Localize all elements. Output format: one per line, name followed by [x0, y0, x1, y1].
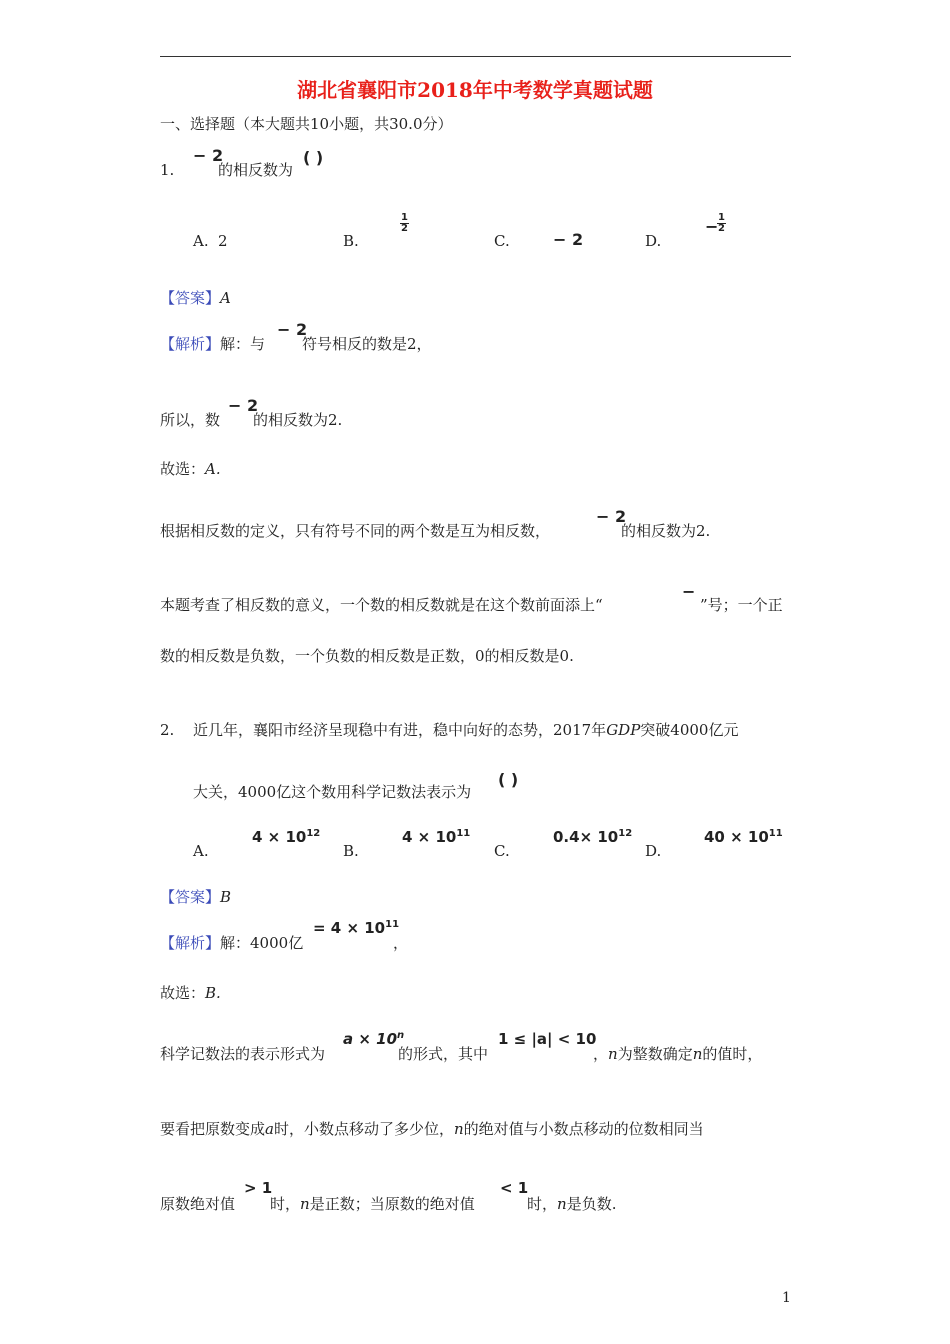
- q2-choose-value: B.: [205, 984, 221, 1002]
- q2-option-a-base: 4 × 10: [252, 828, 307, 846]
- q2-analysis-tag: 【解析】: [160, 934, 221, 952]
- q2-l3-b: 时，: [270, 1195, 301, 1213]
- q1-line4-a: 根据相反数的定义，只有符号不同的两个数是互为相反数，: [160, 522, 551, 540]
- q2-option-a-exp: 12: [306, 828, 321, 839]
- q2-stem-line1: [193, 720, 738, 740]
- q1-line2-b: 的相反数为2.: [253, 411, 343, 429]
- q2-l3-math2: < 1: [500, 1179, 529, 1197]
- q2-l1-d: 为整数: [617, 1045, 663, 1063]
- q1-analysis: [160, 334, 265, 354]
- q1-option-b-numerator: 1: [401, 212, 408, 223]
- q2-l2-c: 的绝对值与小数点移动的位数相同: [463, 1120, 689, 1138]
- q2-option-c-base: 0.4× 10: [553, 828, 619, 846]
- q2-option-a-value: [252, 828, 320, 846]
- q1-answer-tag: 【答案】: [160, 289, 221, 307]
- q2-l2-n: n: [453, 1120, 464, 1138]
- q1-analysis-tag: 【解析】: [160, 335, 221, 353]
- q2-choose: [160, 983, 221, 1003]
- q2-option-c-value: [553, 828, 632, 846]
- q2-choose-label: 故选：: [160, 984, 206, 1002]
- q2-l3-mid: [270, 1194, 475, 1214]
- q1-analysis-text-a: 解：与: [220, 335, 266, 353]
- q2-option-c-exp: 12: [618, 828, 633, 839]
- q2-l1-math-base: a × 10: [343, 1030, 398, 1048]
- q2-l1-a: 科学记数法的表示形式为: [160, 1045, 326, 1063]
- q1-stem: 的相反数为: [218, 161, 294, 179]
- q2-option-c-letter: C.: [494, 842, 510, 860]
- page-title: 湖北省襄阳市2018年中考数学真题试题: [297, 78, 653, 102]
- q2-l3-d: 时，: [527, 1195, 558, 1213]
- q2-l2-b: 时，小数点移动了多少位，: [273, 1120, 454, 1138]
- q1-answer: [160, 288, 231, 308]
- q1-line6: 数的相反数是负数，一个负数的相反数是正数，0的相反数是0.: [160, 647, 574, 665]
- page-number: 1: [782, 1290, 791, 1306]
- q2-l2-d: 当: [688, 1120, 704, 1138]
- q1-choose: [160, 459, 221, 479]
- q2-l1-b: 的形式，其中: [398, 1045, 489, 1063]
- q1-choose-value: A.: [205, 460, 221, 478]
- q1-analysis-text-b: 符号相反的数是2，: [302, 335, 432, 353]
- q2-stem-a: 近几年，襄阳市经济呈现稳中有进，稳中向好的态势，2017年: [193, 721, 607, 739]
- q2-stem-b: 突破4000亿元: [640, 721, 739, 739]
- q1-analysis-math: − 2: [277, 320, 308, 339]
- header-rule: [160, 56, 791, 57]
- q1-option-d-letter: D.: [645, 232, 662, 250]
- q1-option-c-letter: C.: [494, 232, 510, 250]
- q2-l2-a: 要看把原数变成: [160, 1120, 266, 1138]
- q2-analysis-math-exp: 11: [385, 919, 400, 930]
- q1-option-b-fraction: [400, 213, 409, 234]
- section-heading: 一、选择题（本大题共10小题，共30.0分）: [160, 115, 453, 133]
- q1-line4-b: 的相反数为2.: [621, 522, 711, 540]
- q1-option-d-fraction: [717, 213, 726, 234]
- q1-option-a-letter: A.: [193, 232, 209, 250]
- q1-answer-value: A: [220, 289, 231, 307]
- q2-stem-gdp: GDP: [606, 721, 641, 739]
- q2-option-a-letter: A.: [193, 842, 209, 860]
- q1-paren: ( ): [303, 148, 324, 167]
- q1-option-a-value: 2: [218, 232, 228, 250]
- q2-l1-n2: n: [692, 1045, 703, 1063]
- q1-math-neg2: − 2: [193, 146, 224, 165]
- q2-l2-a-var: a: [265, 1120, 274, 1138]
- q2-l3-n2: n: [557, 1195, 567, 1213]
- q1-line2-math: − 2: [228, 396, 259, 415]
- q1-line5-b: ”号；一个正: [700, 596, 783, 614]
- q2-l2: [160, 1119, 704, 1139]
- q2-l3-c: 是正数；当原数的绝对值: [309, 1195, 475, 1213]
- q2-answer: [160, 887, 231, 907]
- q1-option-d-denominator: 2: [718, 223, 725, 234]
- q2-answer-value: B: [220, 888, 232, 906]
- q2-option-b-value: [402, 828, 470, 846]
- q1-number: 1.: [160, 161, 175, 179]
- q2-l1-c: ，: [593, 1045, 609, 1063]
- q2-option-d-exp: 11: [768, 828, 783, 839]
- q2-stem-c: 大关，4000亿这个数用科学记数法表示为: [193, 783, 472, 801]
- q2-l1-f: 的值时，: [702, 1045, 763, 1063]
- q2-analysis: [160, 933, 303, 953]
- q2-analysis-math: [313, 919, 399, 937]
- q2-l1-math: [343, 1030, 404, 1048]
- q1-line4-math: − 2: [596, 507, 627, 526]
- q2-l3-math: > 1: [244, 1179, 273, 1197]
- q1-option-d-sign: −: [705, 217, 719, 236]
- q1-option-d-numerator: 1: [718, 212, 725, 223]
- q2-option-b-base: 4 × 10: [402, 828, 457, 846]
- q2-option-b-letter: B.: [343, 842, 359, 860]
- q2-analysis-text-a: 解：4000亿: [220, 934, 304, 952]
- q1-line5-minus: −: [682, 582, 696, 601]
- q2-l3-a: 原数绝对值: [160, 1195, 236, 1213]
- q2-number: 2.: [160, 721, 175, 739]
- q2-paren: ( ): [498, 770, 519, 789]
- q2-l3-n: n: [300, 1195, 310, 1213]
- q2-analysis-math-base: = 4 × 10: [313, 919, 386, 937]
- q2-l1-math-exp: n: [397, 1030, 405, 1041]
- q2-analysis-text-b: ，: [393, 934, 409, 952]
- q2-l3-end: [527, 1194, 616, 1214]
- q1-option-b-letter: B.: [343, 232, 359, 250]
- q2-l1-e: 确定: [662, 1045, 693, 1063]
- q1-line2-a: 所以，数: [160, 411, 221, 429]
- q1-line5-a: 本题考查了相反数的意义，一个数的相反数就是在这个数前面添上“: [160, 596, 603, 614]
- q2-l1-n: n: [608, 1045, 618, 1063]
- q2-l3-e: 是负数.: [566, 1195, 617, 1213]
- q2-option-d-letter: D.: [645, 842, 662, 860]
- q2-answer-tag: 【答案】: [160, 888, 221, 906]
- q2-option-b-exp: 11: [456, 828, 471, 839]
- q2-l1-rest: [593, 1044, 762, 1064]
- q2-l1-math2: 1 ≤ |a| < 10: [498, 1030, 597, 1048]
- q2-option-d-base: 40 × 10: [704, 828, 769, 846]
- q2-option-d-value: [704, 828, 783, 846]
- q1-choose-label: 故选：: [160, 460, 206, 478]
- q1-option-b-denominator: 2: [401, 223, 408, 234]
- q1-option-c-value: − 2: [553, 230, 584, 249]
